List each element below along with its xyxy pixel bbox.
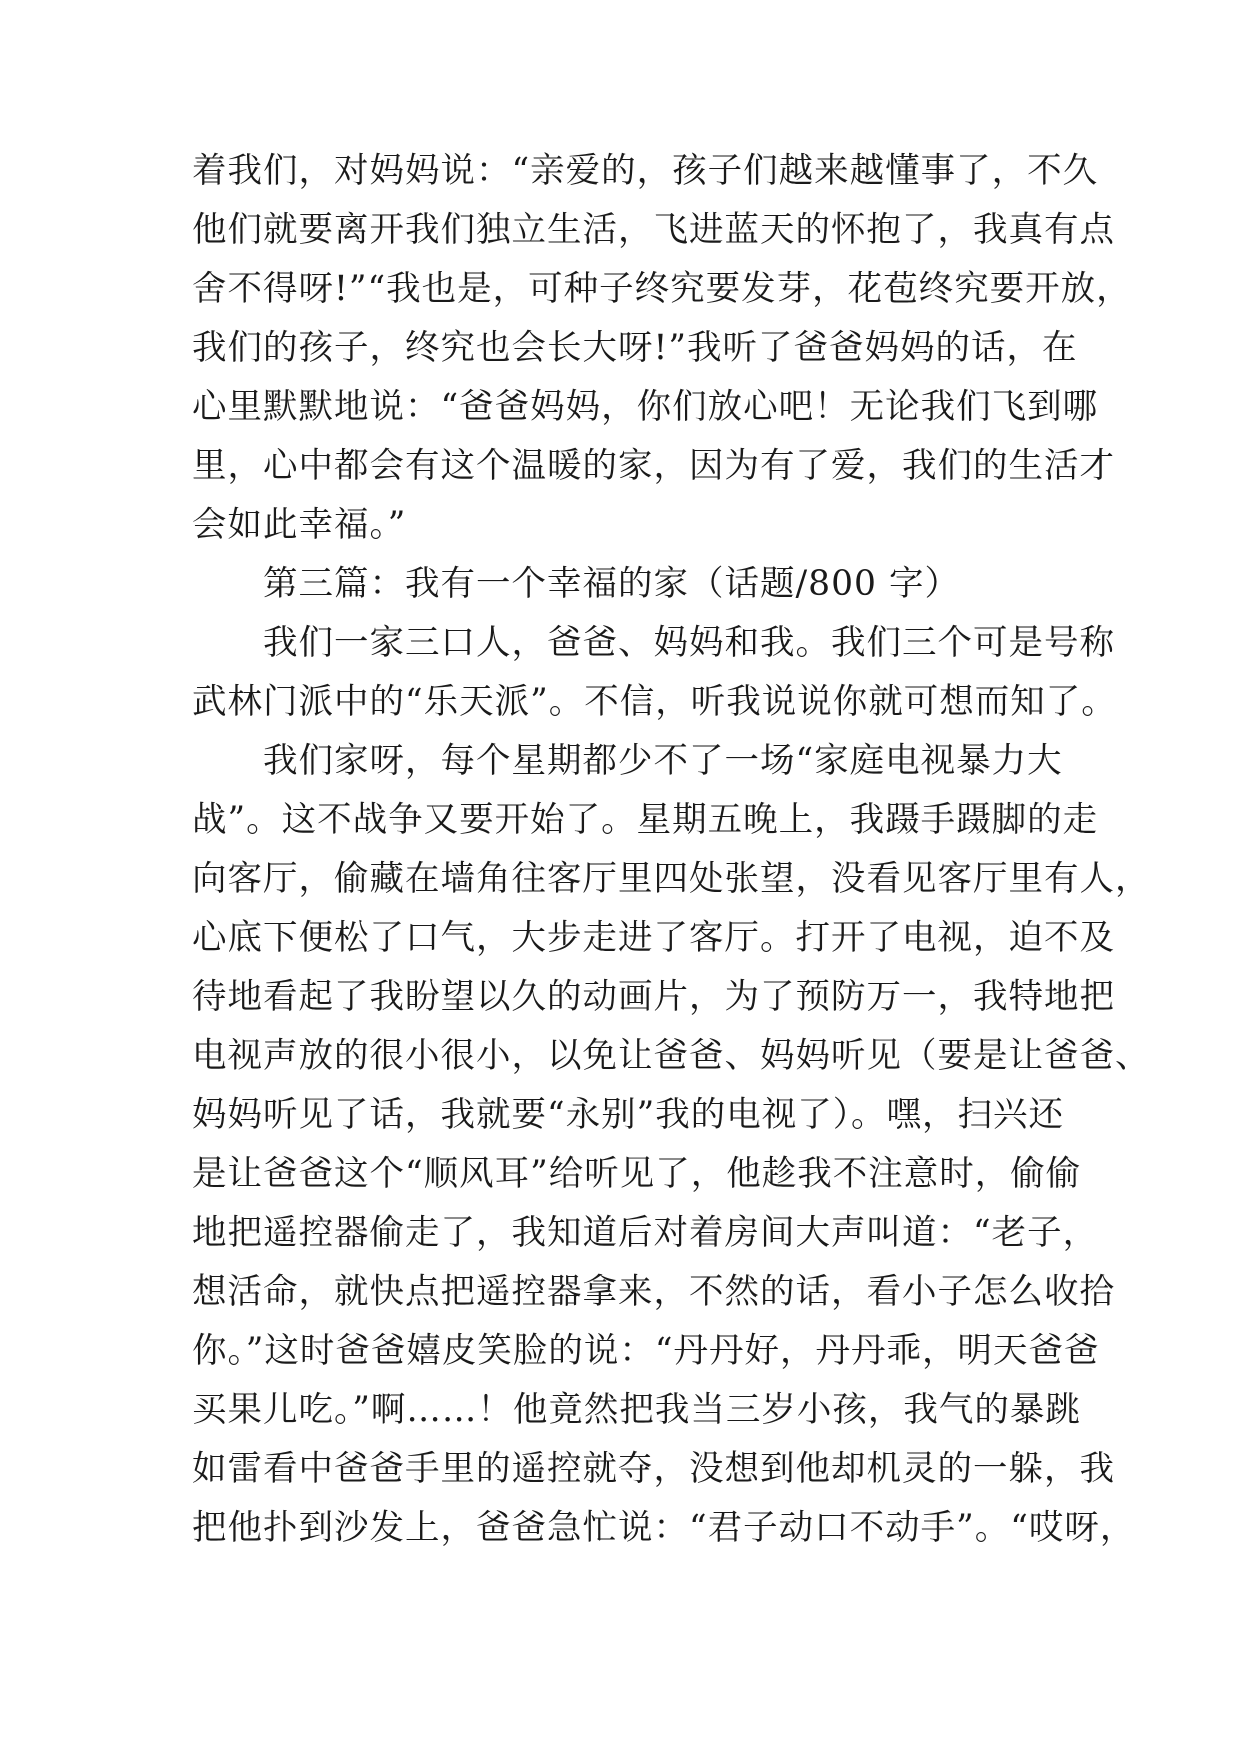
text-line: 待地看起了我盼望以久的动画片，为了预防万一，我特地把 bbox=[192, 977, 1115, 1017]
text-line: 心里默默地说：“爸爸妈妈，你们放心吧！无论我们飞到哪 bbox=[192, 387, 1099, 427]
text-line: 我们家呀，每个星期都少不了一场“家庭电视暴力大 bbox=[192, 741, 1063, 781]
text-line: 战”。这不战争又要开始了。星期五晚上，我蹑手蹑脚的走 bbox=[192, 800, 1099, 840]
text-line: 是让爸爸这个“顺风耳”给听见了，他趁我不注意时，偷偷 bbox=[192, 1154, 1082, 1194]
text-line: 把他扑到沙发上，爸爸急忙说：“君子动口不动手”。“哎呀， bbox=[192, 1508, 1136, 1548]
text-line: 我们一家三口人，爸爸、妈妈和我。我们三个可是号称 bbox=[192, 623, 1115, 663]
text-line: 向客厅，偷藏在墙角往客厅里四处张望，没看见客厅里有人， bbox=[192, 859, 1151, 899]
text-line: 想活命，就快点把遥控器拿来，不然的话，看小子怎么收拾 bbox=[192, 1272, 1115, 1312]
text-line: 舍不得呀!”“我也是，可种子终究要发芽，花苞终究要开放， bbox=[192, 269, 1132, 309]
text-line: 里，心中都会有这个温暖的家，因为有了爱，我们的生活才 bbox=[192, 446, 1115, 486]
text-line: 我们的孩子，终究也会长大呀!”我听了爸爸妈妈的话，在 bbox=[192, 328, 1078, 368]
text-line: 如雷看中爸爸手里的遥控就夺，没想到他却机灵的一躲，我 bbox=[192, 1449, 1115, 1489]
text-line: 妈妈听见了话，我就要“永别”我的电视了）。嘿，扫兴还 bbox=[192, 1095, 1065, 1135]
essay-text bbox=[192, 142, 1151, 1558]
text-line: 心底下便松了口气，大步走进了客厅。打开了电视，迫不及 bbox=[192, 918, 1115, 958]
text-line: 着我们，对妈妈说：“亲爱的，孩子们越来越懂事了，不久 bbox=[192, 151, 1099, 191]
text-line: 你。”这时爸爸嬉皮笑脸的说：“丹丹好，丹丹乖，明天爸爸 bbox=[192, 1331, 1100, 1371]
text-line: 武林门派中的“乐天派”。不信，听我说说你就可想而知了。 bbox=[192, 682, 1117, 722]
section-heading: 第三篇：我有一个幸福的家（话题/800 字） bbox=[192, 564, 960, 604]
text-line: 他们就要离开我们独立生活，飞进蓝天的怀抱了，我真有点 bbox=[192, 210, 1115, 250]
text-line: 电视声放的很小很小，以免让爸爸、妈妈听见（要是让爸爸、 bbox=[192, 1036, 1151, 1076]
text-line: 地把遥控器偷走了，我知道后对着房间大声叫道：“老子， bbox=[192, 1213, 1099, 1253]
text-line: 会如此幸福。” bbox=[192, 505, 407, 545]
text-line: 买果儿吃。”啊……！他竟然把我当三岁小孩，我气的暴跳 bbox=[192, 1390, 1081, 1430]
